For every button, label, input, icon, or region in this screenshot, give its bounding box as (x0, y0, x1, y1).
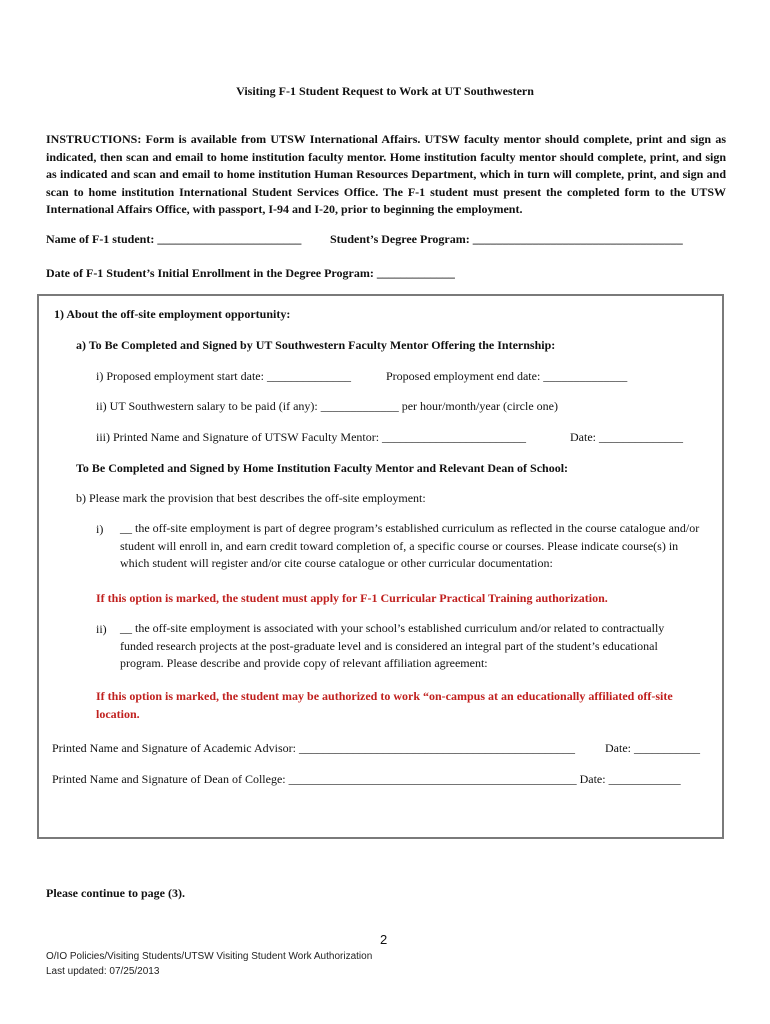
start-date-field[interactable]: i) Proposed employment start date: ______________ (96, 369, 351, 383)
enrollment-date-field[interactable]: Date of F-1 Student’s Initial Enrollment in the Degree Program: _____________ (46, 266, 455, 280)
instructions: INSTRUCTIONS: Form is available from UTSW International Affairs. UTSW faculty mentor should complete, print and sign as indicated, then scan and email to home institution faculty mentor. Home institution faculty mentor should complete, print, and sign as indicated and scan and email to home institution Human Resources Department, which in turn will complete, print, and sign and scan to home institution International Student Services Office. The F-1 student must present the completed form to the UTSW International Affairs Office, with passport, I-94 and I-20, prior to beginning the employment. (46, 132, 726, 216)
advisor-signature-field[interactable]: Printed Name and Signature of Academic Advisor: ______________________________________________ (52, 741, 575, 755)
mentor-signature-field[interactable]: iii) Printed Name and Signature of UTSW Faculty Mentor: ________________________ (96, 430, 527, 444)
dean-signature-field[interactable]: Printed Name and Signature of Dean of College: ________________________________________________ Date: ____________ (52, 772, 681, 786)
option-ii-checkbox-text[interactable]: __ the off-site employment is associated with your school’s established curriculum and/or related to contractually funded research projects at the post-graduate level and is considered an integral part of the student’s educational program. Please describe and provide copy of relevant affiliation agreement: (120, 621, 665, 670)
mentor-subheading: a) To Be Completed and Signed by UT Southwestern Faculty Mentor Offering the Internship: (76, 338, 556, 352)
home-institution-heading: To Be Completed and Signed by Home Institution Faculty Mentor and Relevant Dean of School: (76, 461, 569, 475)
footer-updated: Last updated: 07/25/2013 (46, 966, 160, 977)
option-i-note: If this option is marked, the student must apply for F-1 Curricular Practical Training authorization. (96, 591, 608, 605)
mentor-date-field[interactable]: Date: ______________ (570, 430, 683, 444)
option-i-checkbox-text[interactable]: __ the off-site employment is part of degree program’s established curriculum as reflected in the course catalogue and/or student will enroll in, and earn credit toward completion of, a specific course or courses. Please indicate course(s) in which student will register and/or cite course catalogue or other curricular documentation: (120, 521, 700, 570)
advisor-date-field[interactable]: Date: ___________ (605, 741, 700, 755)
option-ii-number: ii) (96, 622, 107, 636)
degree-program-field[interactable]: Student’s Degree Program: ___________________________________ (330, 232, 683, 246)
option-i-number: i) (96, 522, 104, 536)
page-number: 2 (380, 932, 388, 947)
form-title: Visiting F-1 Student Request to Work at UT Southwestern (236, 84, 534, 98)
provision-prompt: b) Please mark the provision that best describes the off-site employment: (76, 491, 426, 505)
student-name-field[interactable]: Name of F-1 student: ________________________ (46, 232, 302, 246)
continue-note: Please continue to page (3). (46, 886, 185, 900)
option-ii-note: If this option is marked, the student may be authorized to work “on-campus at an educationally affiliated off-site location. (96, 689, 673, 721)
footer-path: O/IO Policies/Visiting Students/UTSW Visiting Student Work Authorization (46, 951, 373, 962)
section-heading: 1) About the off-site employment opportunity: (54, 307, 291, 321)
salary-field[interactable]: ii) UT Southwestern salary to be paid (if any): _____________ per hour/month/year (circle one) (96, 399, 558, 413)
end-date-field[interactable]: Proposed employment end date: ______________ (386, 369, 628, 383)
